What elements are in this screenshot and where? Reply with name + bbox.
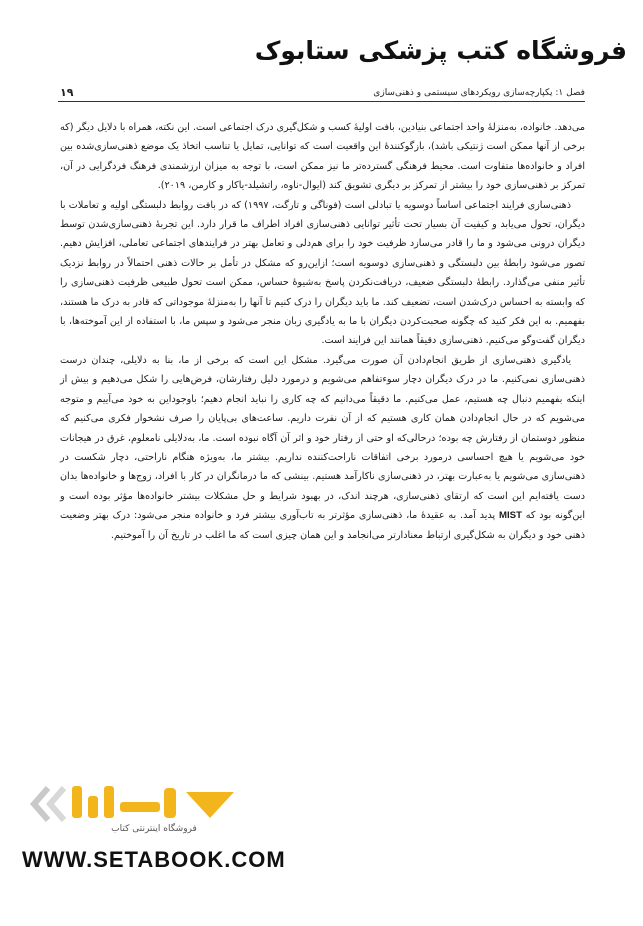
- page-body: [60, 118, 585, 545]
- paragraph-3-text: یادگیری ذهنی‌سازی از طریق انجام‌دادن آن صورت می‌گیرد. مشکل این است که برخی از ما، بنا به دلایلی، چندان درست ذهنی‌سازی نمی‌کنیم. ما در درک دیگران دچار سوءتفاهم می‌شویم و درمورد دلیل رفتارشان، فرض‌هایی را شکل می‌دهیم و بیش از اینکه بفهمیم دنبال چه هستیم، عمل می‌کنیم. ما دقیقاً می‌دانیم که چه کاری را نباید انجام دهیم؛ باوجوداین به خود می‌آییم و متوجه می‌شویم که در حال انجام‌دادن همان کاری هستیم که از آن نفرت داریم. ساعت‌های بی‌پایان را صرف نشخوار فکری می‌کنیم که منظور دوستمان از رفتارش چه بوده؛ درحالی‌که او حتی از رفتار خود و اثر آن آگاه نبوده است. ما، به‌دلایلی نامعلوم، غرق در هیجانات خود می‌شویم یا هیچ احساسی درمورد برخی اتفاقات ناراحت‌کننده نداریم. بیشتر ما، به‌ویژه هنگام ناراحتی، دچار شکست در ذهنی‌سازی می‌شویم یا به‌عبارت بهتر، در ذهنی‌سازی ناکارآمد هستیم. بینشی که ما درمانگران در کار با افراد، زوج‌ها و خانواده‌ها بدان دست یافته‌ایم این است که ارتقای ذهنی‌سازی، هرچند اندک، در بهبود شرایط و حل مشکلات بیشتر خانواده‌ها مؤثر بوده است و این‌گونه بود که: [60, 354, 585, 522]
- mist-term: MIST: [499, 510, 522, 522]
- paragraph-3: [60, 351, 585, 545]
- store-brand-title: فروشگاه کتب پزشکی ستابوک: [254, 36, 627, 65]
- page-number: ۱۹: [60, 86, 74, 99]
- paragraph-1: می‌دهد. خانواده، به‌منزلهٔ واحد اجتماعی بنیادین، بافت اولیهٔ کسب و شکل‌گیری درک اجتماعی است. این نکته، همراه با دلایل دیگر (که برخی از آنها ممکن است ژنتیکی باشد)، بازگوکنندهٔ این واقعیت است که توانایی، تمایل یا تناسب اتخاذ یک موضع ذهنی‌سازی‌شده بین افراد و خانواده‌ها متفاوت است. محیط فرهنگی گسترده‌تر ما نیز ممکن است، با توجه به میزان ارزشمندی فرهنگ فردگرایی در آن، تمرکز بر ذهنی‌سازی خود را بیشتر از تمرکز بر دیگری تشویق کند (ایوال-ناوه، راتشیلد-یاکار و کارمن، ۲۰۱۹).: [60, 122, 585, 192]
- logo-subtitle: فروشگاه اینترنتی کتاب: [111, 824, 197, 834]
- header-rule: [58, 101, 585, 102]
- paragraph-2: ذهنی‌سازی فرایند اجتماعی اساساً دوسویه یا تبادلی است (فوناگی و تارگت، ۱۹۹۷) که در بافت روابط دلبستگی اولیه و تعاملات با دیگران، تحول می‌یابد و کیفیت آن بسیار تحت تأثیر توانایی ذهنی‌سازی افراد اطراف ما قرار دارد. این تجربهٔ ذهنی‌سازی‌شدن توسط دیگران درونی می‌شود و ما را قادر می‌سازد ظرفیت خود را برای هم‌دلی و تعامل بهتر در فرایندهای اجتماعی تعاملی، افزایش دهیم. تصور می‌شود رابطهٔ بین دلبستگی و ذهنی‌سازی دوسویه است؛ ازاین‌رو که مشکل در تأمل بر حالات ذهنی احتمالاً در روابط نزدیک تأثیر منفی می‌گذارد. رابطهٔ دلبستگی ضعیف، دریافت‌نکردن پاسخ به‌شیوهٔ حساس، ممکن است تحول طبیعی ظرفیت ذهنی‌سازی را که وابسته به احساس درک‌شدن است، تضعیف کند. ما باید دیگران را درک کنیم تا آنها را به‌منزلهٔ موجوداتی که قادر به درک ما هستند، بفهمیم. به این فکر کنید که چگونه صحبت‌کردن دیگران با ما به یادگیری زبان منجر می‌شود و سپس ما، با استفاده از این آموخته‌ها، با دیگران گفت‌وگو می‌کنیم. ذهنی‌سازی دقیقاً همانند این فرایند است.: [60, 199, 585, 347]
- website-url: WWW.SETABOOK.COM: [22, 847, 286, 872]
- setabook-logo: [28, 778, 238, 848]
- paragraph-3-continuation: پدید آمد. به عقیدهٔ ما، ذهنی‌سازی مؤثرتر به تاب‌آوری بیشتر فرد و خانواده منجر می‌شود: درک بهتر وضعیت ذهنی خود و دیگران به شکل‌گیری ارتباط معنادارتر می‌انجامد و این همان چیزی است که ما اغلب در تاریخ آن را آموختیم.: [60, 510, 585, 541]
- running-head: [60, 86, 585, 99]
- chapter-title: فصل ۱: یکپارچه‌سازی رویکردهای سیستمی و ذهنی‌سازی: [373, 87, 585, 98]
